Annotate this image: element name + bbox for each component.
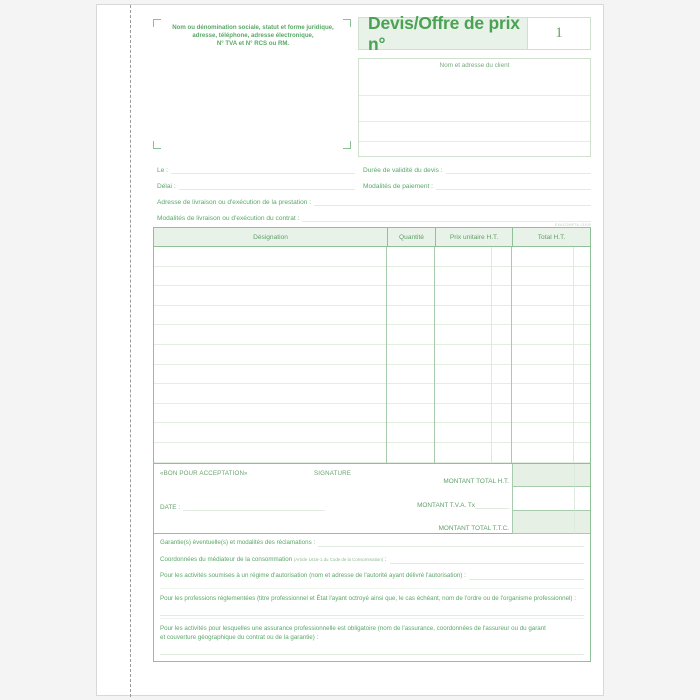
legal-mediator-row[interactable] bbox=[160, 555, 584, 564]
field-delivery-terms-label: Modalités de livraison ou d'exécution du contrat : bbox=[157, 215, 300, 222]
issuer-instructions bbox=[159, 24, 347, 49]
tva-label-text: MONTANT T.V.A. Tx bbox=[417, 501, 475, 509]
legal-authorization-label: Pour les activités soumises à un régime d'autorisation (nom et adresse de l'autorité ayant délivré l'autorisation) : bbox=[160, 572, 466, 579]
legal-regulated-block[interactable] bbox=[160, 588, 584, 616]
field-delivery-address-input[interactable] bbox=[314, 196, 591, 206]
table-body bbox=[154, 247, 590, 463]
total-ttc-value[interactable] bbox=[512, 511, 574, 534]
field-row-date-validity bbox=[153, 161, 591, 177]
table-row[interactable] bbox=[154, 286, 590, 306]
field-date-input[interactable] bbox=[171, 164, 355, 174]
page-title: Devis/Offre de prix n° bbox=[368, 12, 520, 54]
column-header-total: Total H.T. bbox=[512, 228, 590, 246]
column-separator-unit-price-cents bbox=[491, 247, 492, 463]
field-row-delivery-terms bbox=[153, 209, 591, 225]
issuer-info-box[interactable] bbox=[153, 19, 351, 149]
field-delivery-terms-input[interactable] bbox=[302, 212, 591, 222]
document-title-box bbox=[358, 12, 591, 54]
field-validity-label: Durée de validité du devis : bbox=[363, 167, 443, 174]
column-separator-total bbox=[511, 247, 512, 463]
field-delay[interactable] bbox=[157, 177, 355, 190]
client-line-1 bbox=[359, 95, 590, 96]
field-delivery-terms[interactable] bbox=[157, 209, 591, 222]
tva-label bbox=[387, 501, 512, 511]
manufacturer-reference-code: EXACOMPTA 13100 bbox=[554, 223, 591, 227]
client-line-3 bbox=[359, 141, 590, 142]
issuer-line-2: adresse, téléphone, adresse électronique, bbox=[192, 32, 314, 40]
document-number-value: 1 bbox=[555, 25, 563, 41]
devis-form bbox=[153, 12, 591, 677]
paper-sheet bbox=[96, 4, 604, 696]
legal-guarantees-input[interactable] bbox=[318, 538, 584, 547]
legal-guarantees-row[interactable] bbox=[160, 538, 584, 547]
corner-bracket-bottom-left-icon bbox=[153, 141, 161, 149]
legal-insurance-block[interactable] bbox=[160, 618, 584, 655]
client-line-2 bbox=[359, 121, 590, 122]
column-separator-total-cents bbox=[573, 247, 574, 463]
legal-insurance-label-line-1: Pour les activités pour lesquelles une assurance professionnelle est obligatoire (nom de l'assurance, coordonnées de l'assureur ou du garant bbox=[160, 624, 546, 632]
document-number-field[interactable] bbox=[527, 18, 590, 49]
acceptance-date-field[interactable] bbox=[160, 502, 325, 511]
total-ttc-row bbox=[387, 511, 590, 534]
column-separator-quantity bbox=[386, 247, 387, 463]
table-row[interactable] bbox=[154, 404, 590, 424]
field-date-label: Le : bbox=[157, 167, 168, 174]
legal-insurance-input[interactable] bbox=[160, 644, 584, 655]
table-header-row bbox=[154, 228, 590, 247]
column-separator-unit-price bbox=[434, 247, 435, 463]
tva-rate-input[interactable] bbox=[475, 501, 509, 509]
document-title-banner bbox=[359, 12, 527, 54]
table-row[interactable] bbox=[154, 325, 590, 345]
legal-notices-section bbox=[153, 534, 591, 662]
legal-mediator-input[interactable] bbox=[390, 555, 584, 564]
table-row[interactable] bbox=[154, 423, 590, 443]
legal-guarantees-label: Garantie(s) éventuelle(s) et modalités des réclamations : bbox=[160, 539, 316, 546]
form-header bbox=[153, 12, 591, 157]
field-delay-label: Délai : bbox=[157, 183, 176, 190]
field-row-delivery-address bbox=[153, 193, 591, 209]
field-payment-label: Modalités de paiement : bbox=[363, 183, 434, 190]
table-row[interactable] bbox=[154, 345, 590, 365]
acceptance-date-input[interactable] bbox=[183, 502, 325, 511]
table-row[interactable] bbox=[154, 384, 590, 404]
issuer-line-1: Nom ou dénomination sociale, statut et forme juridique, bbox=[172, 24, 334, 31]
acceptance-and-totals-section bbox=[153, 464, 591, 534]
total-ht-row bbox=[387, 464, 590, 487]
field-validity-input[interactable] bbox=[446, 164, 591, 174]
acceptance-label: «BON POUR ACCEPTATION» bbox=[160, 470, 248, 477]
total-ttc-label: MONTANT TOTAL T.T.C. bbox=[438, 524, 509, 532]
table-row[interactable] bbox=[154, 443, 590, 463]
perforation-line bbox=[130, 5, 131, 697]
table-row[interactable] bbox=[154, 365, 590, 385]
field-payment[interactable] bbox=[363, 177, 591, 190]
total-ht-value[interactable] bbox=[512, 464, 574, 487]
signature-label: SIGNATURE bbox=[314, 470, 351, 477]
table-row[interactable] bbox=[154, 267, 590, 287]
legal-mediator-colon: : bbox=[383, 555, 387, 563]
field-payment-input[interactable] bbox=[436, 180, 591, 190]
legal-authorization-input[interactable] bbox=[469, 571, 584, 580]
tva-cents[interactable] bbox=[574, 487, 590, 510]
legal-regulated-input[interactable] bbox=[160, 605, 584, 616]
client-address-caption: Nom et adresse du client bbox=[439, 62, 510, 69]
total-ht-label: MONTANT TOTAL H.T. bbox=[443, 478, 509, 486]
legal-insurance-label-line-2: et couverture géographique du contrat ou de la garantie) : bbox=[160, 633, 319, 641]
table-row[interactable] bbox=[154, 306, 590, 326]
table-row[interactable] bbox=[154, 247, 590, 267]
legal-mediator-label-text: Coordonnées du médiateur de la consommation bbox=[160, 555, 293, 563]
legal-mediator-label bbox=[160, 556, 390, 564]
legal-mediator-note: (Article L616-1 du Code de la Consommation) bbox=[293, 556, 384, 562]
totals-block bbox=[387, 464, 590, 534]
issuer-line-3: N° TVA et N° RCS ou RM. bbox=[216, 40, 290, 48]
column-header-designation: Désignation bbox=[253, 233, 288, 241]
total-ht-cents[interactable] bbox=[574, 464, 590, 487]
field-delivery-address[interactable] bbox=[157, 193, 591, 206]
field-date[interactable] bbox=[157, 161, 355, 174]
legal-authorization-row[interactable] bbox=[160, 571, 584, 580]
line-items-table bbox=[153, 227, 591, 464]
field-delay-input[interactable] bbox=[179, 180, 355, 190]
legal-regulated-label: Pour les professions réglementées (titre professionnel et État l'ayant octroyé ainsi que, le cas échéant, nom de l'ordre ou de l'organisme professionnel) : bbox=[160, 594, 576, 602]
acceptance-date-label: DATE : bbox=[160, 504, 181, 511]
field-row-delay-payment bbox=[153, 177, 591, 193]
tva-value[interactable] bbox=[512, 487, 574, 510]
column-header-quantity: Quantité bbox=[387, 228, 435, 246]
corner-bracket-bottom-right-icon bbox=[343, 141, 351, 149]
field-validity[interactable] bbox=[363, 161, 591, 174]
field-delivery-address-label: Adresse de livraison ou d'exécution de la prestation : bbox=[157, 199, 312, 206]
total-ttc-cents[interactable] bbox=[574, 511, 590, 534]
client-address-box[interactable] bbox=[358, 58, 591, 157]
column-header-unit-price: Prix unitaire H.T. bbox=[435, 228, 512, 246]
tva-row bbox=[387, 487, 590, 510]
terms-fields bbox=[153, 161, 591, 227]
